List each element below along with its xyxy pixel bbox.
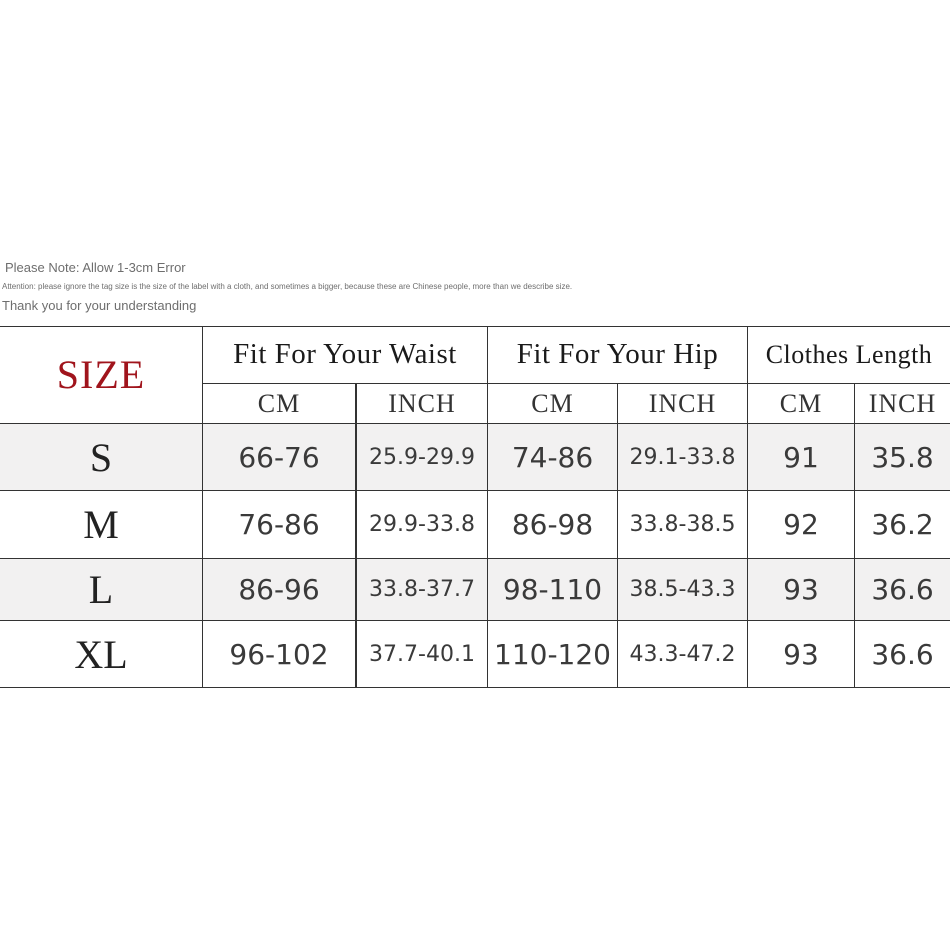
table-cell: 74-86: [511, 440, 594, 474]
unit-header: INCH: [868, 388, 937, 418]
table-cell: 43.3-47.2: [629, 641, 736, 667]
waist-header: Fit For Your Waist: [233, 338, 457, 370]
unit-header: INCH: [388, 388, 456, 418]
table-cell: 93: [783, 637, 819, 671]
table-cell: 92: [783, 508, 819, 541]
size-header: SIZE: [56, 352, 146, 397]
error-note: Please Note: Allow 1-3cm Error: [5, 260, 186, 275]
length-header: Clothes Length: [765, 339, 933, 369]
table-cell: 25.9-29.9: [369, 444, 475, 470]
size-label: S: [89, 434, 113, 480]
table-cell: 36.6: [871, 637, 934, 671]
unit-header: CM: [779, 388, 823, 418]
table-cell: 33.8-38.5: [629, 512, 736, 537]
size-label: XL: [74, 631, 128, 677]
table-cell: 93: [783, 573, 819, 606]
size-chart-table: [0, 326, 950, 688]
unit-header: CM: [257, 388, 301, 418]
attention-note: Attention: please ignore the tag size is the size of the label with a cloth, and sometimes a bigger, because these are Chinese people, more than we describe size.: [2, 282, 573, 291]
size-label: L: [88, 567, 114, 612]
table-cell: 96-102: [229, 637, 329, 671]
table-cell: 36.6: [871, 573, 934, 606]
table-cell: 76-86: [238, 508, 320, 541]
notes: [0, 258, 950, 315]
table-cell: 110-120: [494, 637, 611, 671]
table-cell: 36.2: [871, 508, 934, 541]
table-cell: 38.5-43.3: [629, 577, 736, 602]
table-cell: 91: [783, 440, 819, 474]
table-cell: 86-96: [238, 573, 320, 606]
grid-line: [0, 687, 950, 688]
thanks-note: Thank you for your understanding: [2, 298, 197, 313]
table-cell: 35.8: [871, 440, 934, 474]
table-cell: 29.1-33.8: [629, 444, 736, 470]
unit-header: CM: [531, 388, 574, 418]
table-cell: 37.7-40.1: [369, 641, 475, 667]
table-cell: 86-98: [511, 508, 594, 541]
table-cell: 33.8-37.7: [369, 577, 475, 602]
unit-header: INCH: [648, 388, 717, 418]
size-label: M: [83, 502, 119, 547]
table-cell: 29.9-33.8: [369, 512, 475, 537]
table-cell: 66-76: [238, 440, 320, 474]
hip-header: Fit For Your Hip: [516, 338, 719, 370]
table-cell: 98-110: [502, 573, 603, 606]
